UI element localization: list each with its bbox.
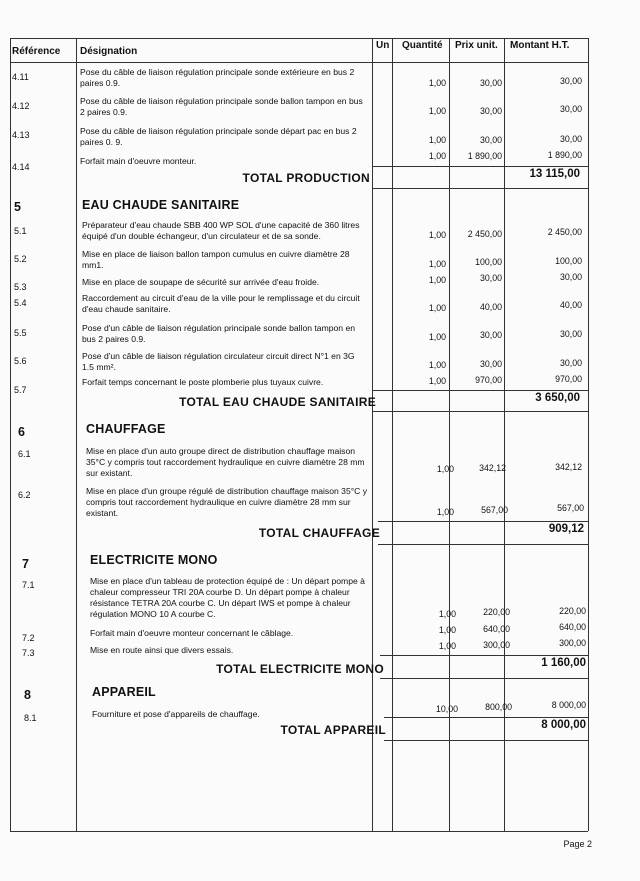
- row-amount: 30,00: [559, 76, 582, 86]
- total-line: [384, 740, 588, 741]
- total-line: [372, 166, 588, 167]
- row-unit-price: 30,00: [479, 359, 502, 369]
- row-quantity: 1,00: [428, 135, 446, 145]
- row-quantity: 1,00: [428, 275, 446, 285]
- row-ref: 7.3: [22, 648, 35, 658]
- header-montant: Montant H.T.: [510, 40, 570, 51]
- row-designation: Mise en place d'un groupe régulé de distribution chauffage maison 35°C y compris tout raccordement hydraulique en cuivre diamètre 28 mm sur existant.: [86, 486, 368, 518]
- header-bottom-line: [10, 62, 588, 63]
- bottom-line: [10, 831, 588, 832]
- row-unit-price: 342,12: [479, 463, 506, 473]
- page-number: Page 2: [563, 839, 592, 849]
- row-quantity: 1,00: [428, 78, 446, 88]
- total-line: [372, 411, 588, 412]
- row-amount: 40,00: [559, 300, 582, 310]
- row-ref: 5.6: [14, 356, 27, 366]
- row-designation: Mise en route ainsi que divers essais.: [90, 645, 234, 655]
- row-unit-price: 30,00: [479, 273, 502, 283]
- row-amount: 2 450,00: [547, 227, 582, 237]
- total-label: TOTAL EAU CHAUDE SANITAIRE: [179, 395, 376, 409]
- row-ref: 4.12: [12, 101, 30, 111]
- row-ref: 4.13: [12, 130, 30, 140]
- row-designation: Mise en place d'un tableau de protection équipé de : Un départ pompe à chaleur compresseur TRI 20A courbe D. Un départ pompe à chaleur résistance TETRA 20A courbe C. Un départ IWS et pompe à chaleur régulation MONO 10 A courbe C.: [90, 576, 365, 619]
- row-quantity: 1,00: [438, 609, 456, 619]
- total-line: [380, 678, 588, 679]
- row-amount: 342,12: [555, 462, 582, 472]
- row-designation: Pose du câble de liaison régulation principale sonde extérieure en bus 2 paires 0.9.: [80, 67, 355, 88]
- row-designation: Pose du câble de liaison régulation principale sonde ballon tampon en bus 2 paires 0.9.: [80, 96, 363, 117]
- row-ref: 5.3: [14, 282, 27, 292]
- total-label: TOTAL CHAUFFAGE: [258, 526, 380, 540]
- row-quantity: 1,00: [428, 303, 446, 313]
- total-line: [384, 717, 588, 718]
- row-unit-price: 640,00: [483, 624, 510, 634]
- row-designation: Préparateur d'eau chaude SBB 400 WP SOL d'une capacité de 360 litres équipé d'un double échangeur, d'un circulateur et de sa sonde.: [82, 220, 360, 241]
- row-quantity: 1,00: [428, 106, 446, 116]
- row-unit-price: 30,00: [479, 135, 502, 145]
- row-designation: Pose d'un câble de liaison régulation principale sonde ballon tampon en bus 2 paires 0.9.: [82, 323, 356, 344]
- total-value: 909,12: [548, 523, 584, 535]
- total-line: [378, 544, 588, 545]
- row-amount: 30,00: [559, 272, 582, 282]
- row-amount: 567,00: [557, 503, 584, 513]
- section-number: 7: [22, 557, 29, 571]
- row-designation: Raccordement au circuit d'eau de la ville pour le remplissage et du circuit d'eau chaude sanitaire.: [82, 293, 360, 314]
- row-amount: 1 890,00: [547, 150, 582, 160]
- header-designation: Désignation: [80, 46, 138, 57]
- row-designation: Mise en place d'un auto groupe direct de distribution chauffage maison 35°C y compris tout raccordement hydraulique en cuivre diamètre 28 mm sur existant.: [86, 446, 365, 478]
- row-designation: Pose d'un câble de liaison régulation circulateur circuit direct N°1 en 3G 1.5 mm².: [82, 351, 355, 372]
- row-amount: 30,00: [559, 104, 582, 114]
- row-ref: 5.5: [14, 328, 27, 338]
- row-ref: 5.4: [14, 298, 27, 308]
- row-amount: 640,00: [559, 622, 586, 632]
- row-amount: 8 000,00: [551, 700, 586, 710]
- row-quantity: 1,00: [438, 641, 456, 651]
- row-designation: Pose du câble de liaison régulation principale sonde départ pac en bus 2 paires 0. 9.: [80, 126, 357, 147]
- row-quantity: 1,00: [428, 332, 446, 342]
- row-unit-price: 2 450,00: [467, 229, 502, 239]
- total-line: [378, 521, 588, 522]
- total-value: 1 160,00: [541, 657, 586, 669]
- section-title: APPAREIL: [92, 685, 156, 699]
- row-unit-price: 30,00: [479, 106, 502, 116]
- row-ref: 7.2: [22, 633, 35, 643]
- total-line: [372, 390, 588, 391]
- row-quantity: 1,00: [428, 360, 446, 370]
- col-line-un: [392, 38, 393, 831]
- row-ref: 5.2: [14, 254, 27, 264]
- header-prix-unit: Prix unit.: [455, 40, 498, 51]
- section-title: ELECTRICITE MONO: [90, 553, 218, 567]
- row-ref: 4.11: [12, 72, 29, 82]
- row-amount: 300,00: [559, 638, 586, 648]
- row-unit-price: 567,00: [481, 505, 508, 515]
- row-quantity: 1,00: [428, 230, 446, 240]
- row-unit-price: 300,00: [483, 640, 510, 650]
- row-amount: 970,00: [555, 374, 582, 384]
- row-designation: Fourniture et pose d'appareils de chauffage.: [92, 709, 260, 719]
- total-line: [372, 188, 588, 189]
- total-label: TOTAL ELECTRICITE MONO: [216, 662, 384, 676]
- row-quantity: 1,00: [436, 464, 454, 474]
- row-quantity: 1,00: [428, 151, 446, 161]
- row-ref: 6.1: [18, 449, 31, 459]
- row-quantity: 1,00: [438, 625, 456, 635]
- total-value: 3 650,00: [535, 392, 580, 404]
- row-quantity: 1,00: [428, 376, 446, 386]
- row-designation: Mise en place de liaison ballon tampon cumulus en cuivre diamètre 28 mm1.: [82, 249, 350, 270]
- row-designation: Forfait main d'oeuvre monteur concernant le câblage.: [90, 628, 294, 638]
- row-quantity: 1,00: [428, 259, 446, 269]
- row-amount: 220,00: [559, 606, 586, 616]
- row-ref: 5.1: [14, 226, 27, 236]
- section-title: EAU CHAUDE SANITAIRE: [82, 198, 240, 212]
- row-designation: Mise en place de soupape de sécurité sur arrivée d'eau froide.: [82, 277, 320, 287]
- total-label: TOTAL PRODUCTION: [242, 171, 370, 185]
- header-quantite: Quantité: [402, 40, 443, 51]
- row-ref: 6.2: [18, 490, 31, 500]
- total-value: 8 000,00: [541, 719, 586, 731]
- total-label: TOTAL APPAREIL: [280, 723, 386, 737]
- row-unit-price: 970,00: [475, 375, 502, 385]
- row-unit-price: 30,00: [479, 78, 502, 88]
- row-designation: Forfait temps concernant le poste plomberie plus tuyaux cuivre.: [82, 377, 324, 387]
- row-unit-price: 40,00: [479, 302, 502, 312]
- header-top-line: [10, 38, 588, 39]
- section-number: 6: [18, 425, 25, 439]
- row-amount: 100,00: [555, 256, 582, 266]
- col-line-ref: [76, 38, 77, 831]
- row-quantity: 10,00: [435, 704, 458, 714]
- row-amount: 30,00: [559, 134, 582, 144]
- row-ref: 7.1: [22, 580, 35, 590]
- header-un: Un: [376, 40, 390, 51]
- row-unit-price: 30,00: [479, 330, 502, 340]
- row-unit-price: 800,00: [485, 702, 512, 712]
- row-quantity: 1,00: [436, 507, 454, 517]
- section-number: 5: [14, 200, 21, 214]
- header-reference: Référence: [12, 46, 61, 57]
- row-ref: 5.7: [14, 385, 27, 395]
- col-line-right: [588, 38, 589, 831]
- total-line: [380, 655, 588, 656]
- section-number: 8: [24, 688, 31, 702]
- row-designation: Forfait main d'oeuvre monteur.: [80, 156, 197, 166]
- row-unit-price: 220,00: [483, 607, 510, 617]
- row-ref: 8.1: [24, 713, 37, 723]
- col-line-left: [10, 38, 11, 831]
- row-amount: 30,00: [559, 358, 582, 368]
- section-title: CHAUFFAGE: [86, 422, 166, 436]
- row-amount: 30,00: [559, 329, 582, 339]
- row-ref: 4.14: [12, 162, 30, 172]
- row-unit-price: 100,00: [475, 257, 502, 267]
- row-unit-price: 1 890,00: [467, 151, 502, 161]
- total-value: 13 115,00: [529, 168, 580, 180]
